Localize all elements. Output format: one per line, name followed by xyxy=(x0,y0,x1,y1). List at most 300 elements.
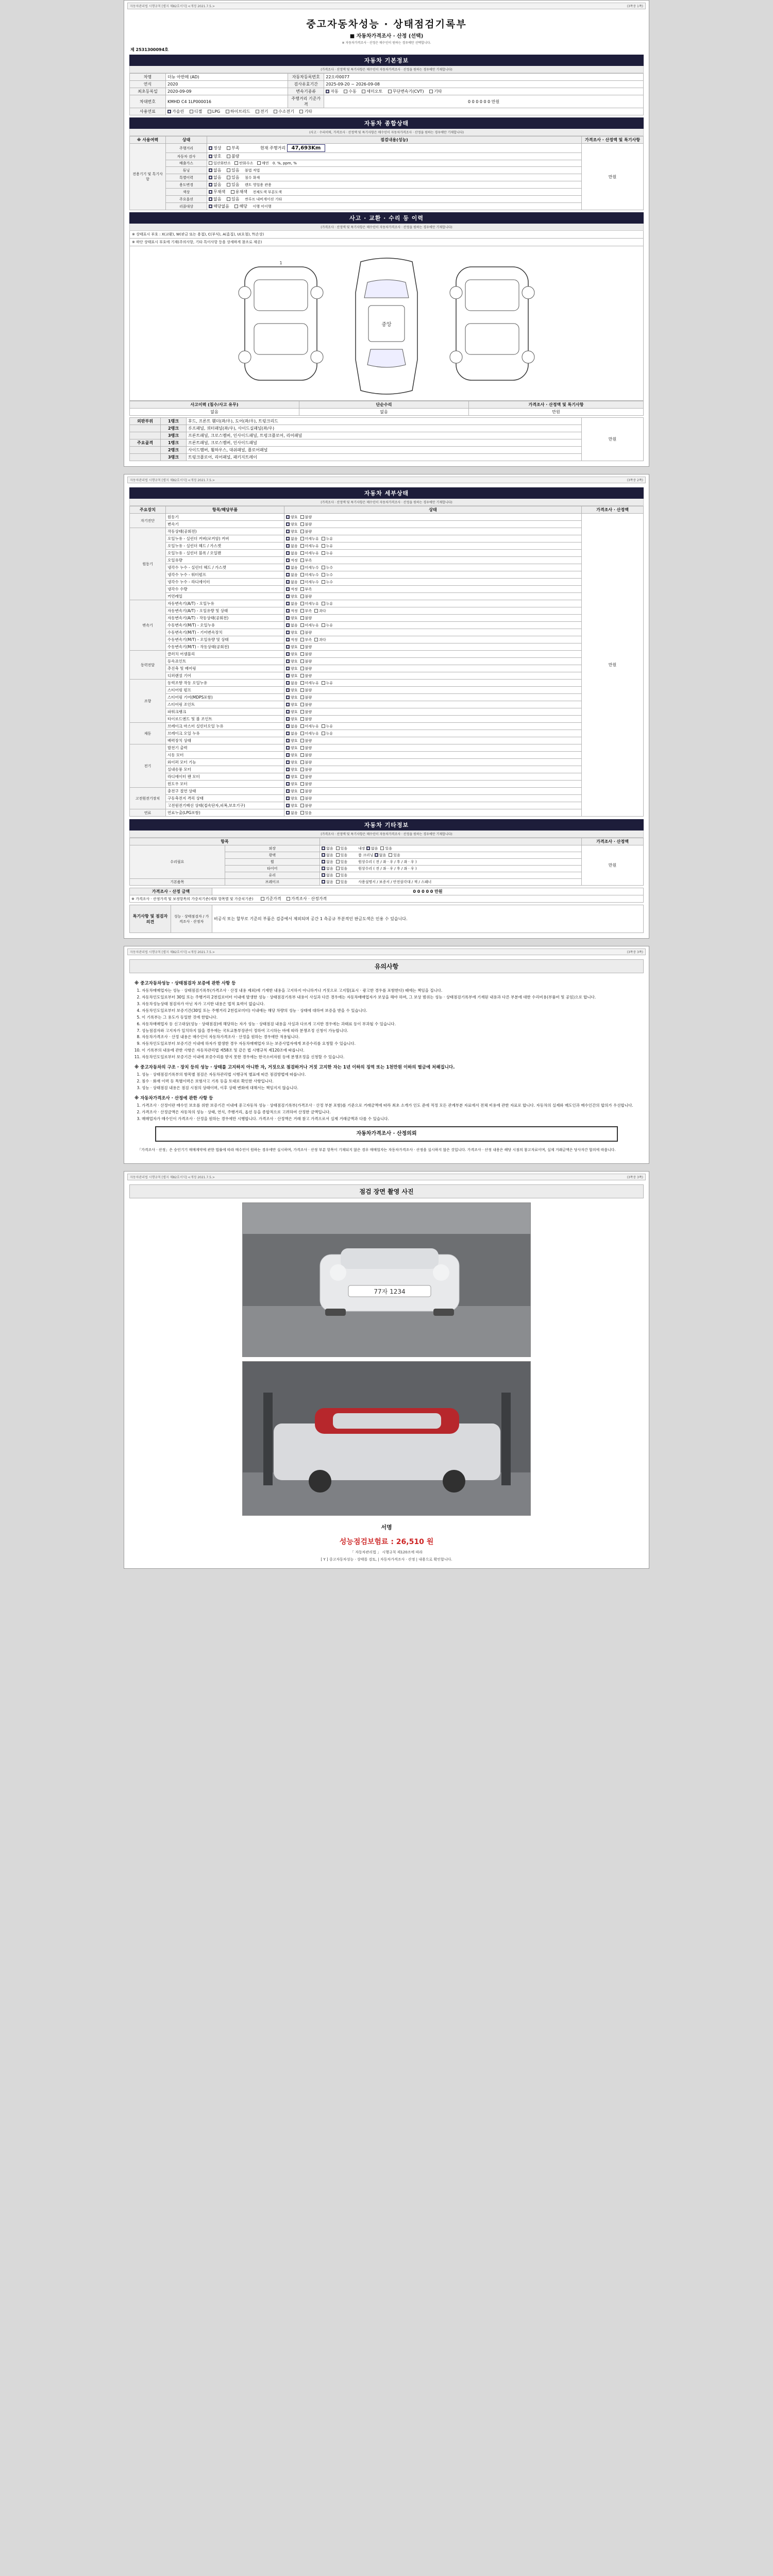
checkbox-icon[interactable] xyxy=(322,602,325,605)
opt-불량[interactable] xyxy=(300,688,312,693)
opt-누유[interactable] xyxy=(322,724,333,729)
checkbox-icon[interactable] xyxy=(300,566,304,569)
opt-없음[interactable] xyxy=(286,536,298,541)
opt-양호[interactable] xyxy=(286,796,298,801)
checkbox-icon[interactable] xyxy=(366,846,370,850)
checkbox-icon[interactable] xyxy=(300,573,304,577)
checkbox-icon[interactable] xyxy=(375,853,378,857)
opt-미세누유[interactable] xyxy=(300,601,319,606)
opt-emission-co[interactable]: 일산화탄소 xyxy=(209,161,231,166)
opt-없음[interactable] xyxy=(322,873,333,878)
opt-fuel-hybrid[interactable]: 하이브리드 xyxy=(226,109,250,114)
opt-양호[interactable] xyxy=(286,789,298,794)
checkbox-icon[interactable] xyxy=(286,775,290,778)
opt-적정[interactable] xyxy=(286,587,298,592)
opt-누수[interactable] xyxy=(322,572,333,578)
opt-미세누유[interactable] xyxy=(300,724,319,729)
checkbox-icon[interactable] xyxy=(300,674,304,677)
opt-fuel-etc[interactable]: 기타 xyxy=(299,109,312,114)
checkbox-icon[interactable] xyxy=(336,880,340,884)
opt-미세누유[interactable] xyxy=(300,536,319,541)
opt-fuel-lpg[interactable]: LPG xyxy=(208,109,220,114)
checkbox-icon[interactable] xyxy=(286,804,290,807)
opt-양호[interactable] xyxy=(286,673,298,679)
opt-불량[interactable] xyxy=(300,652,312,657)
checkbox-icon[interactable] xyxy=(322,544,325,548)
opt-양호[interactable] xyxy=(286,782,298,787)
checkbox-icon[interactable] xyxy=(286,739,290,742)
notice-title: 유의사항 xyxy=(129,959,644,973)
checkbox-icon[interactable] xyxy=(336,867,340,870)
checkbox-icon[interactable] xyxy=(322,724,325,728)
checkbox-icon[interactable] xyxy=(336,853,340,857)
opt-미세누유[interactable] xyxy=(300,681,319,686)
opt-있음[interactable] xyxy=(300,810,312,816)
checkbox-icon[interactable] xyxy=(300,739,304,742)
checkbox-icon[interactable] xyxy=(300,522,304,526)
opt-누유[interactable] xyxy=(322,536,333,541)
checkbox-icon[interactable] xyxy=(286,609,290,613)
checkbox-icon[interactable] xyxy=(286,551,290,555)
opt-fuel-diesel[interactable]: 디젤 xyxy=(190,109,202,114)
opt-적정[interactable] xyxy=(286,608,298,614)
accident-subheader-3: 가격조사 · 산정액 및 특기사항 xyxy=(469,401,644,409)
checkbox-icon[interactable] xyxy=(300,652,304,656)
opt-없음[interactable] xyxy=(322,859,333,865)
checkbox-icon[interactable] xyxy=(286,659,290,663)
checkbox-icon[interactable] xyxy=(322,853,325,857)
checkbox-icon[interactable] xyxy=(322,566,325,569)
checkbox-icon[interactable] xyxy=(286,616,290,620)
opt-양호[interactable] xyxy=(286,630,298,635)
detail-status xyxy=(284,680,582,687)
opt-fuel-hydrogen[interactable]: 수소전기 xyxy=(274,109,294,114)
overall-value-tuning xyxy=(207,167,582,174)
overall-item-options: 주요옵션 xyxy=(166,196,207,203)
checkbox-icon[interactable] xyxy=(286,681,290,685)
opt-있음[interactable] xyxy=(336,853,348,858)
checkbox-icon[interactable] xyxy=(300,782,304,786)
opt-양호[interactable] xyxy=(286,659,298,664)
checkbox-icon[interactable] xyxy=(286,530,290,533)
opt-없음[interactable] xyxy=(286,580,298,585)
opt-불량[interactable] xyxy=(300,522,312,527)
table-row xyxy=(130,708,644,716)
opt-누수[interactable] xyxy=(322,565,333,570)
opt-있음[interactable] xyxy=(336,846,348,851)
checkbox-icon[interactable] xyxy=(286,796,290,800)
opt-불량[interactable] xyxy=(300,645,312,650)
checkbox-icon[interactable] xyxy=(314,609,318,613)
opt-양호[interactable] xyxy=(286,652,298,657)
opt2-있음[interactable] xyxy=(380,846,392,851)
checkbox-icon[interactable] xyxy=(322,732,325,735)
checkbox-icon[interactable] xyxy=(300,659,304,663)
opt-label: 양호 xyxy=(291,760,298,765)
checkbox-icon[interactable] xyxy=(286,515,290,519)
opt-양호[interactable] xyxy=(286,760,298,765)
table-row xyxy=(130,716,644,723)
opt-불량[interactable] xyxy=(300,666,312,671)
opt-불량[interactable] xyxy=(300,789,312,794)
opt-tuning-yes[interactable]: 있음 xyxy=(227,167,239,173)
callout-title: 자동차가격조사 · 산정의뢰 xyxy=(356,1130,417,1137)
checkbox-icon[interactable] xyxy=(300,558,304,562)
checkbox-icon[interactable] xyxy=(300,551,304,555)
opt-label: 양호 xyxy=(291,782,298,786)
opt-불량[interactable] xyxy=(300,803,312,808)
checkbox-icon[interactable] xyxy=(322,867,325,870)
opt-없음[interactable] xyxy=(286,601,298,606)
opt-options-none[interactable]: 없음 xyxy=(209,196,221,202)
checkbox-icon[interactable] xyxy=(300,796,304,800)
checkbox-icon[interactable] xyxy=(322,551,325,555)
opt-누유[interactable] xyxy=(322,681,333,686)
checkbox-icon[interactable] xyxy=(300,595,304,598)
opt2-없음[interactable] xyxy=(375,853,386,858)
opt-양호[interactable] xyxy=(286,709,298,715)
opt-불량[interactable] xyxy=(300,529,312,534)
opt-label: 양호 xyxy=(291,594,298,599)
opt-미세누유[interactable] xyxy=(300,731,319,736)
notice-heading-1: ※ 중고자동차성능 · 상태점검자 보증에 관한 사항 등 xyxy=(135,981,236,986)
checkbox-icon[interactable] xyxy=(286,724,290,728)
checkbox-icon[interactable] xyxy=(286,623,290,627)
opt-미세누수[interactable] xyxy=(300,572,319,578)
opt-없음[interactable] xyxy=(286,544,298,549)
detail-item: 고전원전기배선 상태(접속단자,피복,보호기구) xyxy=(166,802,284,809)
opt-label: 미세누유 xyxy=(305,623,319,628)
opt-불량[interactable] xyxy=(300,738,312,743)
checkbox-icon[interactable] xyxy=(286,696,290,699)
checkbox-icon[interactable] xyxy=(300,580,304,584)
checkbox-icon[interactable] xyxy=(300,638,304,641)
checkbox-icon[interactable] xyxy=(286,667,290,670)
detail-group-8: 연료 xyxy=(130,809,166,817)
checkbox-icon[interactable] xyxy=(300,746,304,750)
opt-trans-semi[interactable]: 세미오토 xyxy=(362,89,382,94)
opt-없음[interactable] xyxy=(286,623,298,628)
checkbox-icon[interactable] xyxy=(286,652,290,656)
checkbox-icon[interactable] xyxy=(286,732,290,735)
opt-불량[interactable] xyxy=(300,515,312,520)
checkbox-icon[interactable] xyxy=(336,873,340,877)
opt-과다[interactable] xyxy=(314,608,326,614)
opt-불량[interactable] xyxy=(300,594,312,599)
checkbox-icon[interactable] xyxy=(286,688,290,692)
checkbox-icon[interactable] xyxy=(300,710,304,714)
notice-1-item: 8. 자동차가격조사 · 산정 내용은 매수인이 자동차가격조사 · 산정을 원하는 경우에만 적용됩니다. xyxy=(142,1035,638,1040)
opt-trans-manual[interactable]: 수동 xyxy=(344,89,356,94)
opt-양호[interactable] xyxy=(286,688,298,693)
checkbox-icon[interactable] xyxy=(300,768,304,771)
opt-없음[interactable] xyxy=(286,731,298,736)
opt-양호[interactable] xyxy=(286,717,298,722)
opt-양호[interactable] xyxy=(286,745,298,751)
checkbox-icon[interactable] xyxy=(314,638,318,641)
opt-양호[interactable] xyxy=(286,738,298,743)
checkbox-icon[interactable] xyxy=(286,811,290,815)
opt-양호[interactable] xyxy=(286,616,298,621)
opt-있음[interactable] xyxy=(336,859,348,865)
opt-emission-hc[interactable]: 탄화수소 xyxy=(234,161,253,166)
checkbox-icon[interactable] xyxy=(300,631,304,634)
opt-label: 없음 xyxy=(326,846,333,851)
checkbox-icon[interactable] xyxy=(286,595,290,598)
opt-있음[interactable] xyxy=(336,879,348,885)
checkbox-icon[interactable] xyxy=(300,681,304,685)
opt-불량[interactable] xyxy=(300,745,312,751)
checkbox-icon[interactable] xyxy=(336,846,340,850)
opt-color-chromatic[interactable]: 유채색 xyxy=(231,189,247,195)
etc-value xyxy=(320,879,582,886)
opt-없음[interactable] xyxy=(286,565,298,570)
opt-불량[interactable] xyxy=(300,709,312,715)
detail-item: 오일누유 - 실린더 커버(로커암) 커버 xyxy=(166,535,284,543)
detail-item: 파워크랭크 xyxy=(166,708,284,716)
opt-적정[interactable] xyxy=(286,637,298,642)
checkbox-icon[interactable] xyxy=(300,703,304,706)
opt-불량[interactable] xyxy=(300,782,312,787)
checkbox-icon[interactable] xyxy=(286,638,290,641)
opt-trans-auto[interactable]: 자동 xyxy=(326,89,338,94)
opt-양호[interactable] xyxy=(286,666,298,671)
checkbox-icon[interactable] xyxy=(300,724,304,728)
opt-불량[interactable] xyxy=(300,774,312,779)
checkbox-icon[interactable] xyxy=(300,688,304,692)
opt-inspection-bad[interactable]: 불량 xyxy=(227,154,239,159)
detail-status xyxy=(284,665,582,672)
checkbox-icon[interactable] xyxy=(300,804,304,807)
checkbox-icon[interactable] xyxy=(300,616,304,620)
opt-불량[interactable] xyxy=(300,717,312,722)
opt-불량[interactable] xyxy=(300,796,312,801)
opt-없음[interactable] xyxy=(322,853,333,858)
opt-없음[interactable] xyxy=(286,724,298,729)
checkbox-icon[interactable] xyxy=(300,537,304,540)
checkbox-icon[interactable] xyxy=(322,681,325,685)
opt-없음[interactable] xyxy=(286,810,298,816)
checkbox-icon[interactable] xyxy=(286,710,290,714)
opt-recall-yes[interactable]: 해당 xyxy=(234,204,247,209)
opt-emission-smoke[interactable]: 매연 xyxy=(257,161,269,166)
photos-header: 점검 장면 촬영 사진 xyxy=(129,1184,644,1198)
inspection-photo-lift[interactable] xyxy=(242,1361,531,1516)
checkbox-icon[interactable] xyxy=(286,717,290,721)
opt-양호[interactable] xyxy=(286,645,298,650)
opt-미세누유[interactable] xyxy=(300,551,319,556)
opt-부족[interactable] xyxy=(300,558,312,563)
opt-없음[interactable] xyxy=(286,551,298,556)
opt-history-yes[interactable]: 있음 xyxy=(227,175,239,180)
page-2 xyxy=(124,474,649,939)
opt-양호[interactable] xyxy=(286,594,298,599)
opt2-있음[interactable] xyxy=(389,853,400,858)
checkbox-icon[interactable] xyxy=(286,746,290,750)
opt-tuning-none[interactable]: 없음 xyxy=(209,167,221,173)
opt-미세누수[interactable] xyxy=(300,565,319,570)
opt-불량[interactable] xyxy=(300,673,312,679)
opt-inspection-good[interactable]: 양호 xyxy=(209,154,221,159)
checkbox-icon[interactable] xyxy=(286,522,290,526)
opt-양호[interactable] xyxy=(286,522,298,527)
opt-label: 누유 xyxy=(326,601,333,606)
opt-trans-etc[interactable]: 기타 xyxy=(429,89,442,94)
opt-과다[interactable] xyxy=(314,637,326,642)
checkbox-icon[interactable] xyxy=(286,580,290,584)
opt-양호[interactable] xyxy=(286,753,298,758)
opt-color-achromatic[interactable]: 무채색 xyxy=(209,189,225,195)
opt-불량[interactable] xyxy=(300,695,312,700)
opt2-없음[interactable] xyxy=(366,846,378,851)
checkbox-icon[interactable] xyxy=(300,544,304,548)
detail-status xyxy=(284,687,582,694)
opt-base-survey[interactable]: 가격조사 · 산정가격 xyxy=(287,896,327,902)
opt-미세누유[interactable] xyxy=(300,623,319,628)
checkbox-icon[interactable] xyxy=(300,696,304,699)
opt-불량[interactable] xyxy=(300,753,312,758)
opt-base-standard[interactable]: 기준가격 xyxy=(261,896,281,902)
checkbox-icon[interactable] xyxy=(286,703,290,706)
checkbox-icon[interactable] xyxy=(300,530,304,533)
opt-usage-none[interactable]: 없음 xyxy=(209,182,221,188)
opt-누유[interactable] xyxy=(322,623,333,628)
detail-item: 자동변속기(A/T) - 오일유량 및 상태 xyxy=(166,607,284,615)
special-notes-text[interactable]: 비공식 또는 할부로 기준의 부품은 검증에서 제외되며 공간 1 측공규 부분적인 판금도색은 인용 수 있습니다. xyxy=(212,905,644,933)
opt-양호[interactable] xyxy=(286,803,298,808)
checkbox-icon[interactable] xyxy=(300,623,304,627)
opt-불량[interactable] xyxy=(300,616,312,621)
opt-mileage-normal[interactable]: 정상 xyxy=(209,145,221,151)
label-car-name: 차명 xyxy=(130,74,166,81)
checkbox-icon[interactable] xyxy=(286,768,290,771)
checkbox-icon[interactable] xyxy=(336,860,340,863)
checkbox-icon[interactable] xyxy=(286,537,290,540)
checkbox-icon[interactable] xyxy=(322,623,325,627)
opt-누유[interactable] xyxy=(322,601,333,606)
checkbox-icon[interactable] xyxy=(300,753,304,757)
opt-usage-yes[interactable]: 있음 xyxy=(227,182,239,188)
checkbox-icon[interactable] xyxy=(300,732,304,735)
opt-누유[interactable] xyxy=(322,544,333,549)
detail-item: 충전구 절연 상태 xyxy=(166,788,284,795)
checkbox-icon[interactable] xyxy=(300,645,304,649)
opt-양호[interactable] xyxy=(286,774,298,779)
opt-불량[interactable] xyxy=(300,767,312,772)
checkbox-icon[interactable] xyxy=(286,573,290,577)
opt-fuel-electric[interactable]: 전기 xyxy=(256,109,268,114)
checkbox-icon[interactable] xyxy=(322,580,325,584)
checkbox-icon[interactable] xyxy=(286,602,290,605)
total-price-label: 가격조사 · 산정 금액 xyxy=(130,888,212,895)
checkbox-icon[interactable] xyxy=(322,537,325,540)
checkbox-icon[interactable] xyxy=(380,846,384,850)
detail-status xyxy=(284,788,582,795)
opt-양호[interactable] xyxy=(286,702,298,707)
checkbox-icon[interactable] xyxy=(300,602,304,605)
checkbox-icon[interactable] xyxy=(286,782,290,786)
checkbox-icon[interactable] xyxy=(300,609,304,613)
checkbox-icon[interactable] xyxy=(300,515,304,519)
checkbox-icon[interactable] xyxy=(286,631,290,634)
opt-불량[interactable] xyxy=(300,659,312,664)
opt-history-none[interactable]: 없음 xyxy=(209,175,221,180)
opt-누수[interactable] xyxy=(322,580,333,585)
opt-적정[interactable] xyxy=(286,558,298,563)
checkbox-icon[interactable] xyxy=(286,544,290,548)
checkbox-icon[interactable] xyxy=(286,587,290,591)
checkbox-icon[interactable] xyxy=(286,753,290,757)
opt-양호[interactable] xyxy=(286,515,298,520)
checkbox-icon[interactable] xyxy=(286,674,290,677)
opt-불량[interactable] xyxy=(300,630,312,635)
checkbox-icon[interactable] xyxy=(300,587,304,591)
opt-label: 누유 xyxy=(326,544,333,548)
notice-list-1 xyxy=(135,988,638,1060)
etc-col-2: 가격조사 · 산정액 xyxy=(582,838,644,845)
checkbox-icon[interactable] xyxy=(300,717,304,721)
inspection-photo-front[interactable] xyxy=(242,1202,531,1357)
opt-부족[interactable] xyxy=(300,608,312,614)
color-detail: 전체도색 부분도색 xyxy=(253,190,282,194)
opt-없음[interactable] xyxy=(286,681,298,686)
detail-item: 스티어링 펌프 xyxy=(166,687,284,694)
opt-부족[interactable] xyxy=(300,587,312,592)
opt-없음[interactable] xyxy=(322,879,333,885)
checkbox-icon[interactable] xyxy=(322,573,325,577)
checkbox-icon[interactable] xyxy=(286,789,290,793)
checkbox-icon[interactable] xyxy=(286,645,290,649)
checkbox-icon[interactable] xyxy=(300,667,304,670)
opt-있음[interactable] xyxy=(336,873,348,878)
checkbox-icon[interactable] xyxy=(322,880,325,884)
opt-options-yes[interactable]: 있음 xyxy=(227,196,239,202)
opt-양호[interactable] xyxy=(286,767,298,772)
opt-trans-cvt[interactable]: 무단변속기(CVT) xyxy=(388,89,424,94)
opt-있음[interactable] xyxy=(336,866,348,871)
opt-누유[interactable] xyxy=(322,551,333,556)
opt-불량[interactable] xyxy=(300,702,312,707)
opt-없음[interactable] xyxy=(322,866,333,871)
checkbox-icon[interactable] xyxy=(300,775,304,778)
opt-불량[interactable] xyxy=(300,760,312,765)
opt-recall-na[interactable]: 해당없음 xyxy=(209,204,229,209)
opt-양호[interactable] xyxy=(286,695,298,700)
opt-fuel-gasoline[interactable]: 가솔린 xyxy=(167,109,184,114)
checkbox-icon[interactable] xyxy=(286,760,290,764)
opt-없음[interactable] xyxy=(286,572,298,578)
opt-미세누수[interactable] xyxy=(300,580,319,585)
opt-미세누유[interactable] xyxy=(300,544,319,549)
checkbox-icon[interactable] xyxy=(322,860,325,863)
opt-부족[interactable] xyxy=(300,637,312,642)
opt-없음[interactable] xyxy=(322,846,333,851)
checkbox-icon[interactable] xyxy=(286,558,290,562)
opt-누유[interactable] xyxy=(322,731,333,736)
checkbox-icon[interactable] xyxy=(389,853,392,857)
checkbox-icon[interactable] xyxy=(322,846,325,850)
opt-양호[interactable] xyxy=(286,529,298,534)
checkbox-icon[interactable] xyxy=(300,789,304,793)
car-damage-diagram[interactable] xyxy=(129,246,644,401)
opt-mileage-short[interactable]: 부족 xyxy=(227,145,239,151)
table-row xyxy=(130,615,644,622)
checkbox-icon[interactable] xyxy=(286,566,290,569)
checkbox-icon[interactable] xyxy=(300,760,304,764)
checkbox-icon[interactable] xyxy=(322,873,325,877)
checkbox-icon[interactable] xyxy=(300,811,304,815)
label-vin: 차대번호 xyxy=(130,95,166,108)
